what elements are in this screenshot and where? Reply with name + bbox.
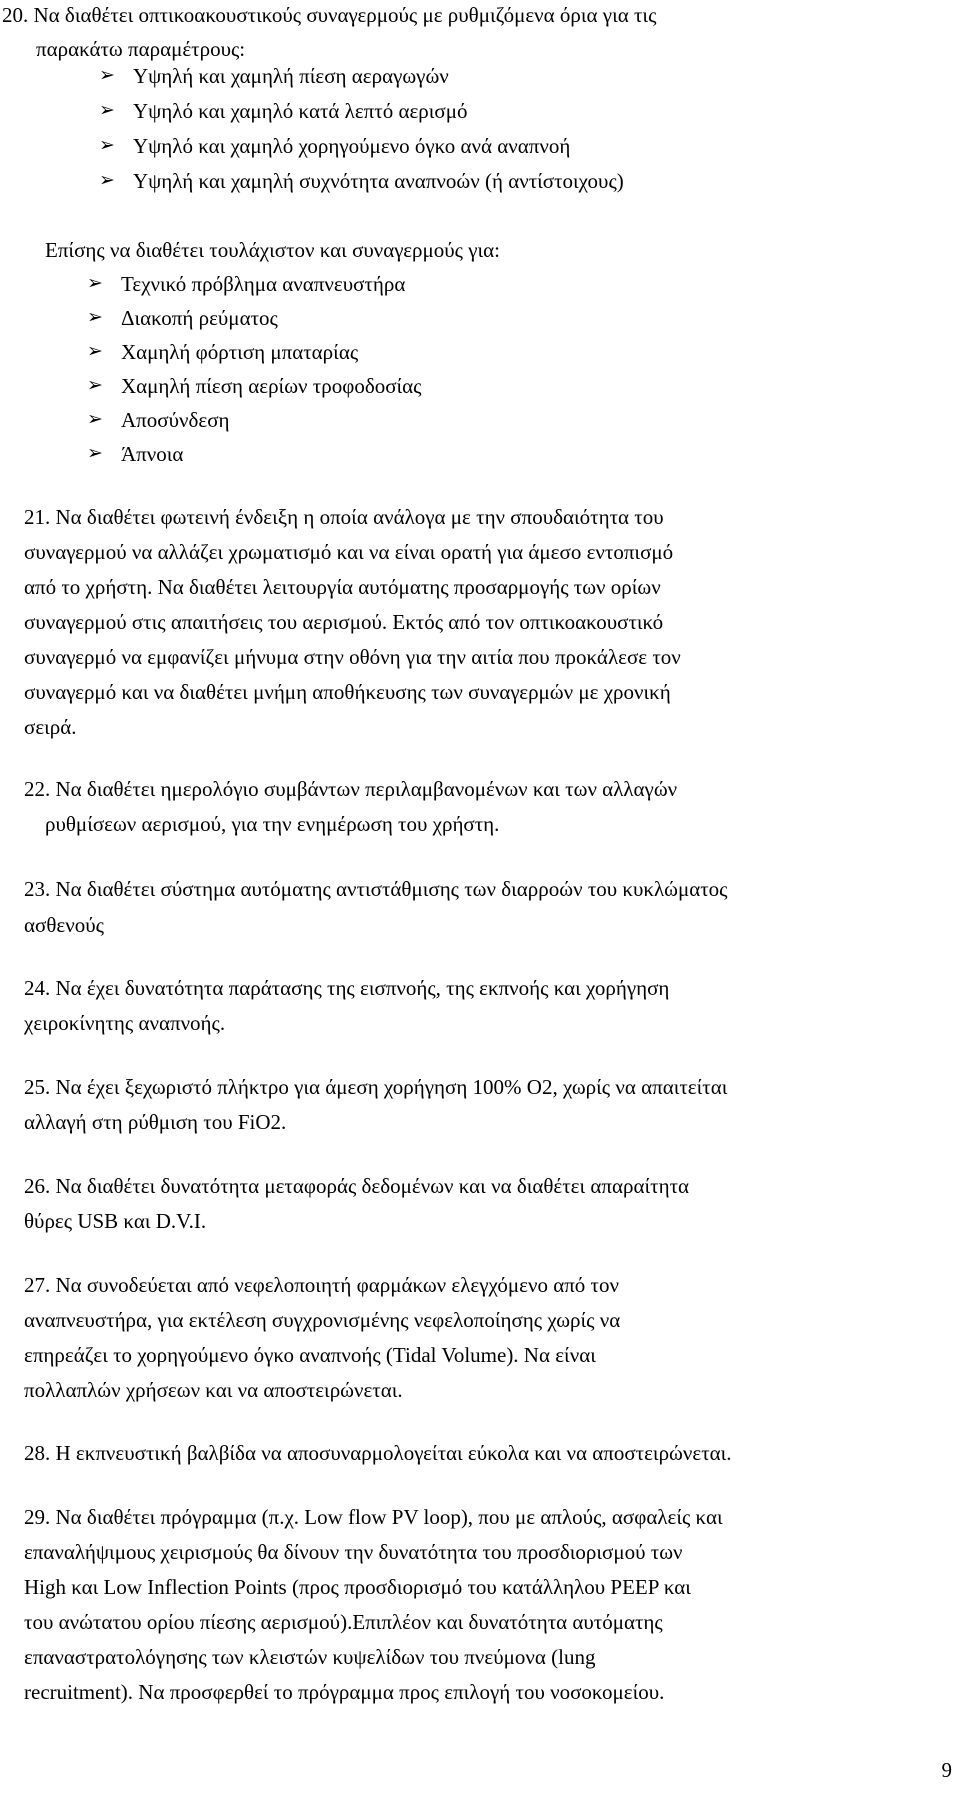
arrow-bullet-icon: ➢ — [87, 273, 103, 294]
item-29-line: recruitment). Να προσφερθεί το πρόγραμμα προς επιλογή του νοσοκομείου. — [24, 1680, 665, 1704]
item-21-line: συναγερμό να εμφανίζει μήνυμα στην οθόνη για την αιτία που προκάλεσε τον — [24, 645, 681, 669]
arrow-bullet-icon: ➢ — [87, 375, 103, 396]
arrow-bullet-icon: ➢ — [87, 341, 103, 362]
item-24-line: χειροκίνητης αναπνοής. — [24, 1011, 226, 1035]
alarm-parameter-item: Υψηλό και χαμηλό κατά λεπτό αερισμό — [133, 99, 468, 123]
item-27-line: 27. Να συνοδεύεται από νεφελοποιητή φαρμάκων ελεγχόμενο από τον — [24, 1273, 619, 1297]
item-20-line-2: παρακάτω παραμέτρους: — [36, 37, 246, 61]
item-29-line: 29. Να διαθέτει πρόγραμμα (π.χ. Low flow PV loop), που με απλούς, ασφαλείς και — [24, 1505, 723, 1529]
additional-alarm-item: Χαμηλή φόρτιση μπαταρίας — [121, 340, 359, 364]
item-22-line: ρυθμίσεων αερισμού, για την ενημέρωση του χρήστη. — [45, 812, 500, 836]
arrow-bullet-icon: ➢ — [99, 65, 115, 86]
item-23-line: ασθενούς — [24, 913, 104, 937]
additional-alarm-item: Άπνοια — [121, 442, 184, 466]
arrow-bullet-icon: ➢ — [87, 409, 103, 430]
arrow-bullet-icon: ➢ — [99, 135, 115, 156]
item-23-line: 23. Να διαθέτει σύστημα αυτόματης αντιστάθμισης των διαρροών του κυκλώματος — [24, 877, 728, 901]
item-21-line: σειρά. — [24, 715, 77, 739]
alarm-parameter-item: Υψηλή και χαμηλή συχνότητα αναπνοών (ή αντίστοιχους) — [133, 169, 624, 193]
item-29-line: επαναλήψιμους χειρισμούς θα δίνουν την δυνατότητα του προσδιορισμού των — [24, 1540, 683, 1564]
item-29-line: High και Low Inflection Points (προς προσδιορισμό του κατάλληλου PEEP και — [24, 1575, 691, 1599]
arrow-bullet-icon: ➢ — [87, 443, 103, 464]
item-21-line: συναγερμού στις απαιτήσεις του αερισμού. Εκτός από τον οπτικοακουστικό — [24, 610, 664, 634]
additional-alarm-item: Χαμηλή πίεση αερίων τροφοδοσίας — [121, 374, 422, 398]
item-24-line: 24. Να έχει δυνατότητα παράτασης της εισπνοής, της εκπνοής και χορήγηση — [24, 976, 670, 1000]
item-21-line: συναγερμού να αλλάζει χρωματισμό και να είναι ορατή για άμεσο εντοπισμό — [24, 540, 674, 564]
item-21-line: συναγερμό και να διαθέτει μνήμη αποθήκευσης των συναγερμών με χρονική — [24, 680, 671, 704]
item-28-line: 28. Η εκπνευστική βαλβίδα να αποσυναρμολογείται εύκολα και να αποστειρώνεται. — [24, 1441, 732, 1465]
additional-alarm-item: Διακοπή ρεύματος — [121, 306, 278, 330]
item-29-line: επαναστρατολόγησης των κλειστών κυψελίδων του πνεύμονα (lung — [24, 1645, 596, 1669]
item-29-line: του ανώτατου ορίου πίεσης αερισμού).Επιπλέον και δυνατότητα αυτόματης — [24, 1610, 663, 1634]
additional-alarm-item: Αποσύνδεση — [121, 408, 230, 432]
alarm-parameter-item: Υψηλό και χαμηλό χορηγούμενο όγκο ανά αναπνοή — [133, 134, 571, 158]
arrow-bullet-icon: ➢ — [99, 100, 115, 121]
item-27-line: επηρεάζει το χορηγούμενο όγκο αναπνοής (Tidal Volume). Να είναι — [24, 1343, 596, 1367]
item-27-line: αναπνευστήρα, για εκτέλεση συγχρονισμένης νεφελοποίησης χωρίς να — [24, 1308, 621, 1332]
item-25-line: αλλαγή στη ρύθμιση του FiO2. — [24, 1110, 287, 1134]
arrow-bullet-icon: ➢ — [99, 170, 115, 191]
item-21-line: από το χρήστη. Να διαθέτει λειτουργία αυτόματης προσαρμογής των ορίων — [24, 575, 661, 599]
item-21-line: 21. Να διαθέτει φωτεινή ένδειξη η οποία ανάλογα με την σπουδαιότητα του — [24, 505, 664, 529]
item-25-line: 25. Να έχει ξεχωριστό πλήκτρο για άμεση χορήγηση 100% O2, χωρίς να απαιτείται — [24, 1075, 728, 1099]
additional-alarms-intro: Επίσης να διαθέτει τουλάχιστον και συναγερμούς για: — [45, 238, 500, 262]
page-number: 9 — [941, 1758, 952, 1782]
item-26-line: 26. Να διαθέτει δυνατότητα μεταφοράς δεδομένων και να διαθέτει απαραίτητα — [24, 1174, 690, 1198]
alarm-parameter-item: Υψηλή και χαμηλή πίεση αεραγωγών — [133, 64, 449, 88]
arrow-bullet-icon: ➢ — [87, 307, 103, 328]
item-22-line: 22. Να διαθέτει ημερολόγιο συμβάντων περιλαμβανομένων και των αλλαγών — [24, 777, 678, 801]
additional-alarm-item: Τεχνικό πρόβλημα αναπνευστήρα — [121, 272, 406, 296]
item-26-line: θύρες USB και D.V.I. — [24, 1209, 207, 1233]
item-20-line-1: 20. Να διαθέτει οπτικοακουστικούς συναγερμούς με ρυθμιζόμενα όρια για τις — [2, 3, 657, 27]
item-27-line: πολλαπλών χρήσεων και να αποστειρώνεται. — [24, 1378, 403, 1402]
